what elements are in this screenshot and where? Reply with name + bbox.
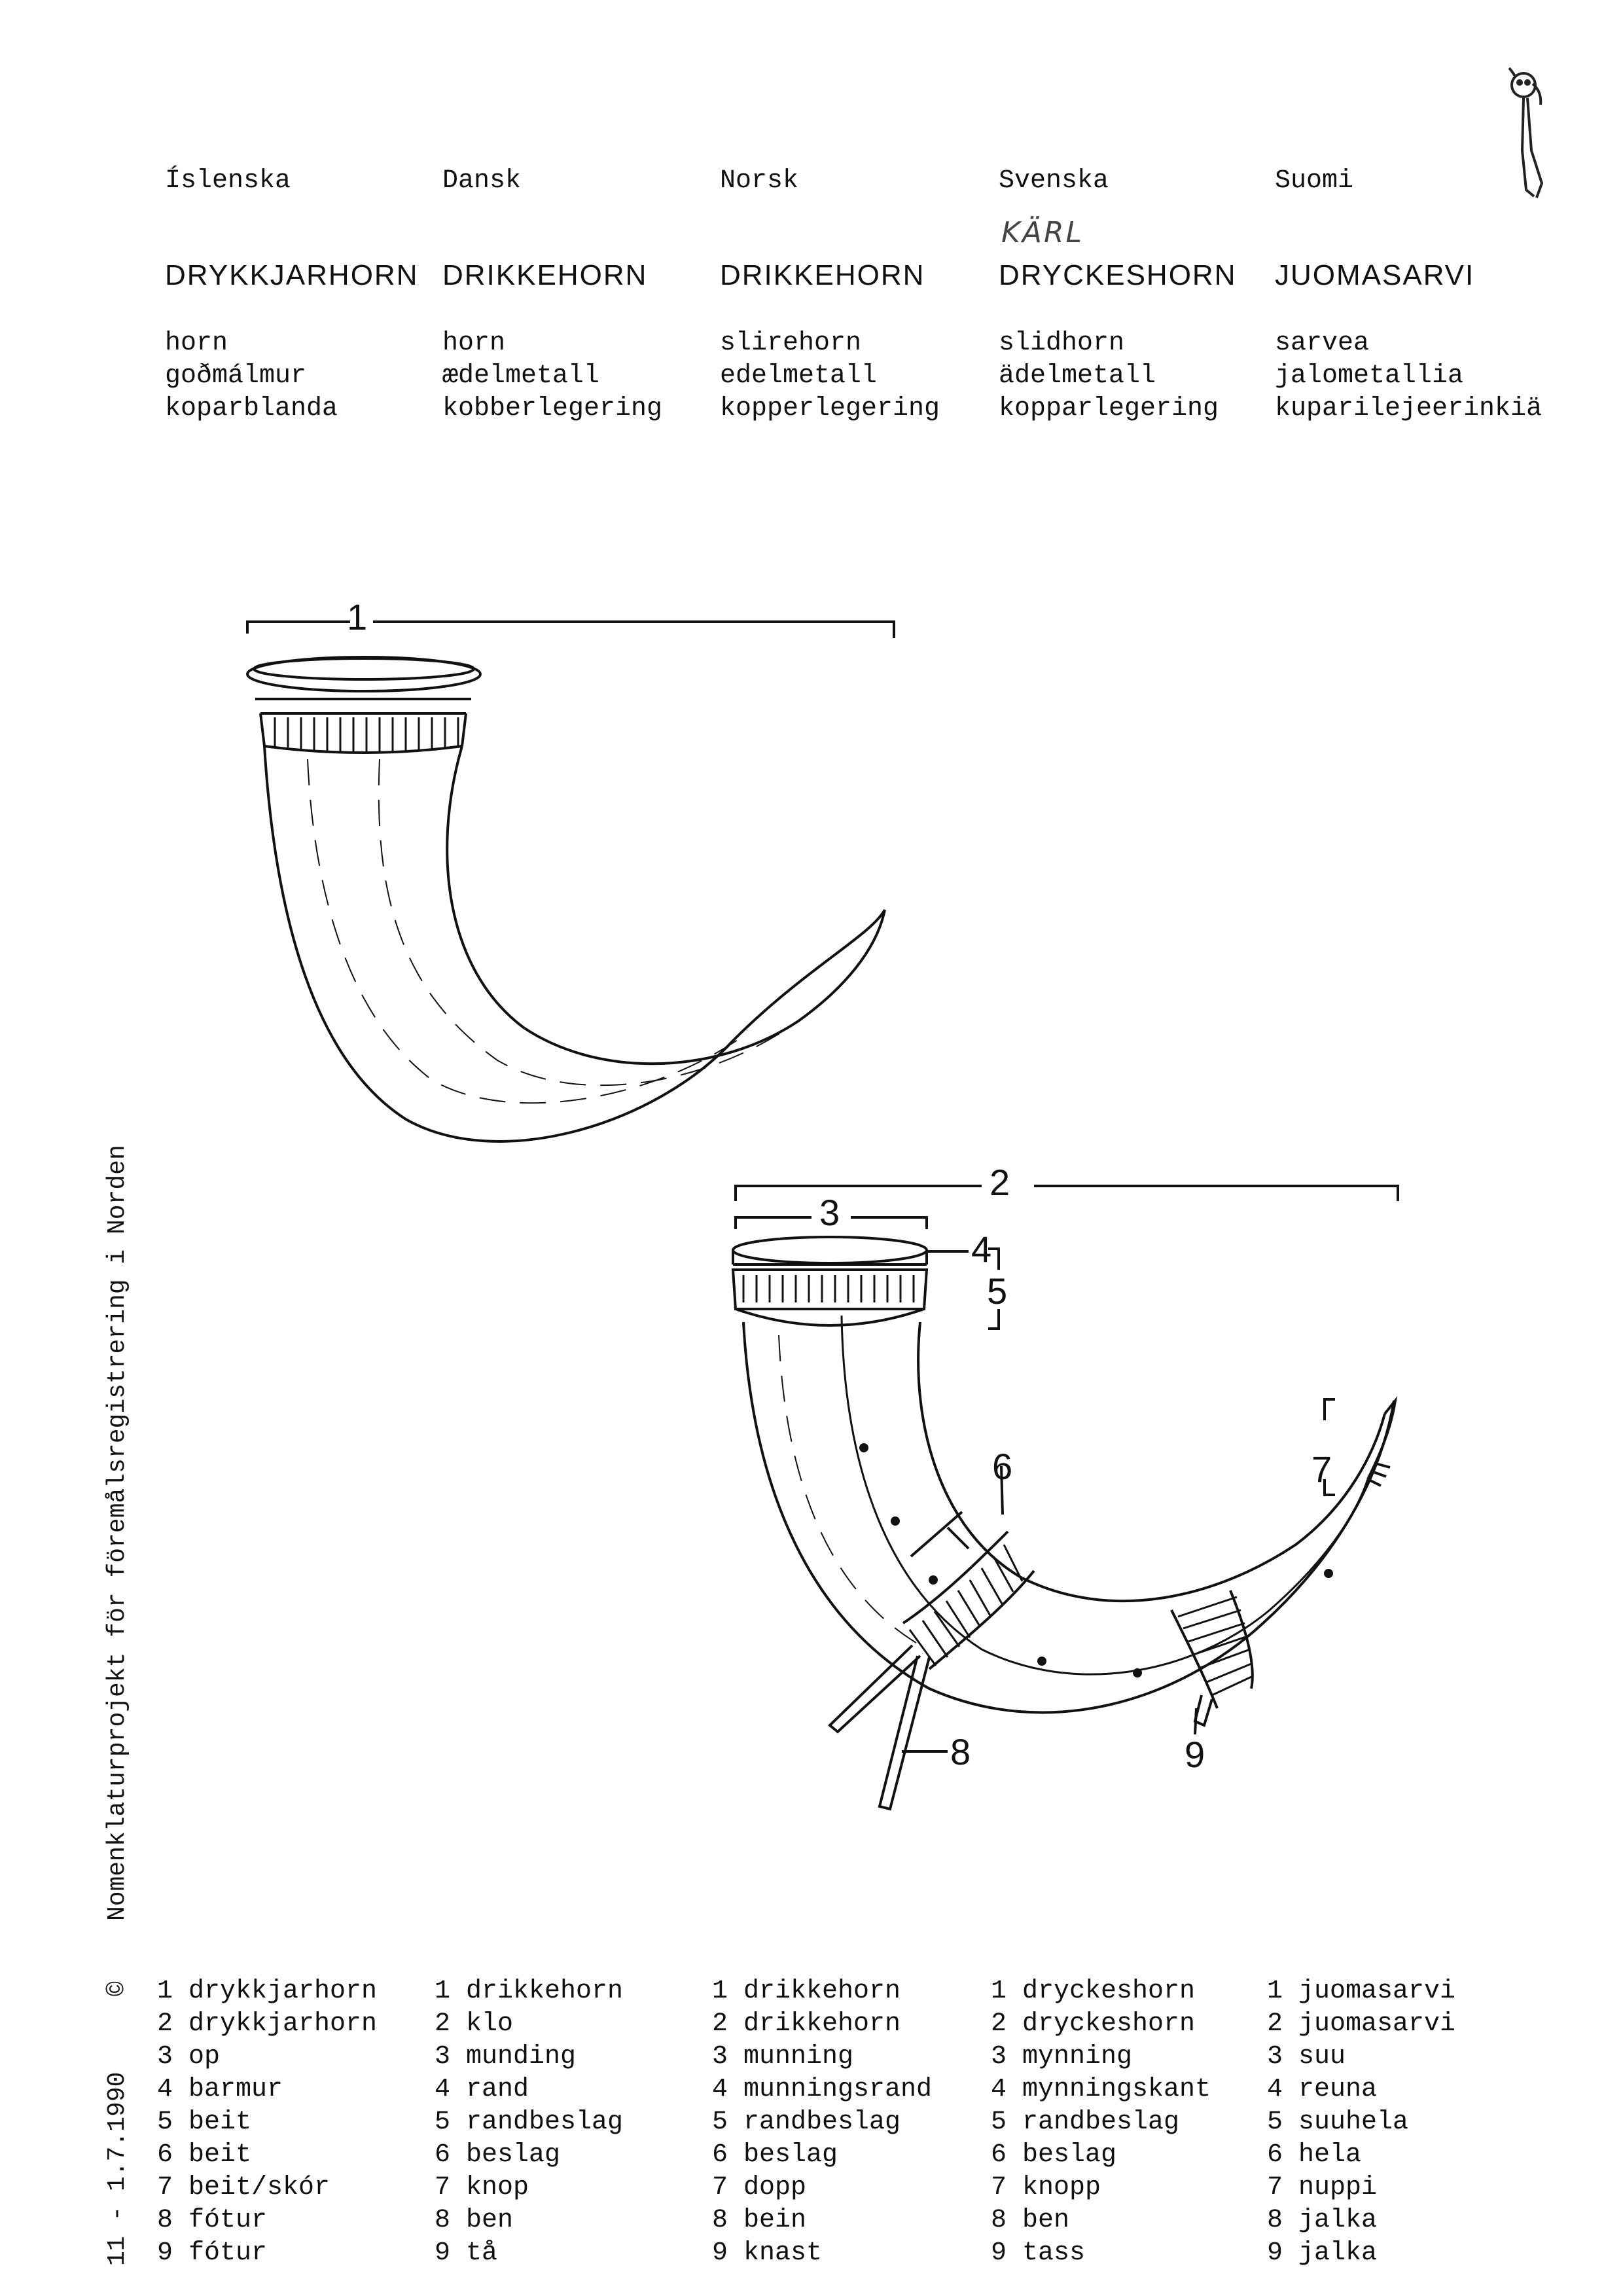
legend-number: 5 [1267,2108,1283,2137]
legend-row [1267,2106,1455,2139]
legend-number: 6 [1267,2140,1283,2170]
legend-row [991,2139,1211,2172]
legend-term: rand [466,2075,529,2104]
legend-term: drikkehorn [743,2009,901,2039]
legend-number: 4 [435,2075,451,2104]
side-caption: Nomenklaturprojekt för föremålsregistrering i Norden [103,1145,132,1921]
legend-term: beslag [743,2140,838,2170]
material-item: ädelmetall [999,361,1156,391]
legend-term: knop [466,2173,529,2202]
legend-row [712,2139,932,2172]
legend-term: munningsrand [743,2075,933,2104]
material-item: slidhorn [999,329,1125,358]
material-item: kopparlegering [999,394,1219,423]
legend-term: reuna [1298,2075,1378,2104]
legend-term: randbeslag [1022,2108,1180,2137]
copyright-mark: © [103,1981,132,1996]
legend-number: 9 [1267,2238,1283,2268]
legend-number: 5 [991,2108,1007,2137]
legend-number: 7 [157,2173,173,2202]
legend-term: dryckeshorn [1022,1977,1196,2006]
legend-term: drykkjarhorn [188,1977,378,2006]
legend-row [1267,2008,1455,2041]
legend-term: fótur [188,2238,268,2268]
legend-number: 2 [1267,2009,1283,2039]
legend-number: 6 [157,2140,173,2170]
legend-term: tå [466,2238,498,2268]
legend-column [712,1975,932,2270]
legend-number: 4 [991,2075,1007,2104]
legend-term: suuhela [1298,2108,1409,2137]
legend-row [157,2106,377,2139]
callout-7: 7 [1311,1448,1332,1490]
legend-term: beit [188,2140,252,2170]
material-item: slirehorn [720,329,862,358]
legend-number: 5 [712,2108,728,2137]
term-heading: DRIKKEHORN [442,259,648,291]
legend-number: 8 [435,2206,451,2235]
legend-number: 8 [1267,2206,1283,2235]
legend-term: munning [743,2042,854,2072]
callout-8: 8 [950,1731,971,1772]
legend-row [1267,2041,1455,2073]
materials-list [720,327,940,425]
materials-list [442,327,662,425]
legend-row [435,2237,623,2270]
legend-term: beslag [1022,2140,1117,2170]
materials-list [1275,327,1542,425]
material-item: ædelmetall [442,361,600,391]
legend-row [712,2008,932,2041]
legend-row [435,2106,623,2139]
legend-row [712,2073,932,2106]
term-heading: DRIKKEHORN [720,259,925,291]
document-code: 11 - 1.7.1990 [103,2072,132,2266]
material-item: jalometallia [1275,361,1464,391]
legend-row [1267,1975,1455,2008]
legend-number: 3 [712,2042,728,2072]
legend-row [712,2204,932,2237]
legend-term: juomasarvi [1298,2009,1456,2039]
legend-row [991,2073,1211,2106]
legend-row [712,2237,932,2270]
legend-term: beslag [466,2140,561,2170]
legend-row [991,2106,1211,2139]
material-item: kopperlegering [720,394,940,423]
legend-number: 1 [435,1977,451,2006]
material-item: horn [165,329,228,358]
legend-row [157,1975,377,2008]
material-item: goðmálmur [165,361,307,391]
legend-term: beit [188,2108,252,2137]
material-item: edelmetall [720,361,878,391]
legend-number: 9 [991,2238,1007,2268]
legend-row [157,2008,377,2041]
legend-row [157,2041,377,2073]
term-heading: DRYKKJARHORN [165,259,419,291]
language-name: Norsk [720,166,799,196]
callout-1: 1 [347,596,368,637]
legend-term: knast [743,2238,823,2268]
legend-number: 1 [157,1977,173,2006]
legend-term: randbeslag [466,2108,624,2137]
legend-term: jalka [1298,2238,1378,2268]
legend-term: tass [1022,2238,1086,2268]
legend-term: mynningskant [1022,2075,1211,2104]
material-item: koparblanda [165,394,338,423]
legend-term: drykkjarhorn [188,2009,378,2039]
legend-row [435,2139,623,2172]
legend-number: 8 [157,2206,173,2235]
legend-column [1267,1975,1455,2270]
legend-row [1267,2237,1455,2270]
legend-number: 3 [157,2042,173,2072]
material-item: sarvea [1275,329,1370,358]
legend-row [1267,2073,1455,2106]
legend-term: klo [466,2009,514,2039]
legend-number: 9 [712,2238,728,2268]
legend-row [991,2172,1211,2204]
material-item: horn [442,329,506,358]
legend-row [1267,2204,1455,2237]
legend-number: 5 [435,2108,451,2137]
legend-row [157,2237,377,2270]
term-heading: DRYCKESHORN [999,259,1237,291]
language-name: Íslenska [165,166,291,196]
legend-row [157,2204,377,2237]
legend-number: 2 [991,2009,1007,2039]
legend-number: 7 [435,2173,451,2202]
horn-1-drawing [247,622,894,1141]
legend-row [712,1975,932,2008]
legend-row [435,2041,623,2073]
legend-number: 9 [157,2238,173,2268]
callout-2: 2 [990,1162,1010,1203]
legend-number: 6 [435,2140,451,2170]
legend-term: drikkehorn [466,1977,624,2006]
legend-number: 3 [1267,2042,1283,2072]
legend-term: op [188,2042,221,2072]
legend-number: 5 [157,2108,173,2137]
mascot-figure [1509,68,1542,198]
legend-term: beit/skór [188,2173,330,2202]
legend-term: jalka [1298,2206,1378,2235]
legend-number: 6 [712,2140,728,2170]
legend-term: juomasarvi [1298,1977,1456,2006]
legend-column [991,1975,1211,2270]
legend-number: 1 [1267,1977,1283,2006]
legend-number: 8 [991,2206,1007,2235]
legend-term: bein [743,2206,807,2235]
language-name: Suomi [1275,166,1354,196]
material-item: kobberlegering [442,394,663,423]
handwritten-annotation: KÄRL [1001,216,1084,249]
callout-3: 3 [819,1192,840,1233]
legend-row [1267,2139,1455,2172]
legend-number: 3 [991,2042,1007,2072]
legend-number: 9 [435,2238,451,2268]
legend-term: randbeslag [743,2108,901,2137]
legend-row [435,2008,623,2041]
legend-term: hela [1298,2140,1362,2170]
legend-number: 4 [1267,2075,1283,2104]
callout-9: 9 [1185,1734,1205,1775]
legend-column [157,1975,377,2270]
horn-2-drawing [733,1186,1398,1809]
legend-row [157,2172,377,2204]
legend-number: 4 [712,2075,728,2104]
legend-row [991,2237,1211,2270]
language-name: Dansk [442,166,522,196]
legend-number: 2 [157,2009,173,2039]
legend-row [712,2172,932,2204]
legend-term: mynning [1022,2042,1133,2072]
legend-term: suu [1298,2042,1346,2072]
legend-column [435,1975,623,2270]
legend-number: 6 [991,2140,1007,2170]
legend-row [712,2106,932,2139]
legend-row [435,2172,623,2204]
legend-number: 7 [712,2173,728,2202]
language-name: Svenska [999,166,1109,196]
legend-number: 2 [435,2009,451,2039]
legend-number: 8 [712,2206,728,2235]
callout-6: 6 [992,1446,1013,1487]
callout-5: 5 [987,1270,1008,1312]
legend-row [712,2041,932,2073]
materials-list [999,327,1219,425]
legend-row [991,1975,1211,2008]
legend-row [157,2073,377,2106]
legend-row [991,2204,1211,2237]
legend-number: 7 [1267,2173,1283,2202]
materials-list [165,327,338,425]
legend-term: munding [466,2042,577,2072]
legend-term: dopp [743,2173,807,2202]
legend-number: 1 [712,1977,728,2006]
legend-term: knopp [1022,2173,1101,2202]
legend-row [991,2041,1211,2073]
legend-term: dryckeshorn [1022,2009,1196,2039]
legend-row [1267,2172,1455,2204]
legend-term: barmur [188,2075,283,2104]
legend-number: 7 [991,2173,1007,2202]
legend-term: ben [466,2206,514,2235]
legend-row [435,2073,623,2106]
legend-row [435,2204,623,2237]
legend-term: fótur [188,2206,268,2235]
legend-row [991,2008,1211,2041]
legend-number: 4 [157,2075,173,2104]
legend-number: 2 [712,2009,728,2039]
legend-term: drikkehorn [743,1977,901,2006]
term-heading: JUOMASARVI [1275,259,1475,291]
legend-row [435,1975,623,2008]
legend-row [157,2139,377,2172]
material-item: kuparilejeerinkiä [1275,394,1543,423]
legend-term: ben [1022,2206,1070,2235]
legend-number: 1 [991,1977,1007,2006]
legend-number: 3 [435,2042,451,2072]
legend-term: nuppi [1298,2173,1378,2202]
callout-4: 4 [971,1229,992,1270]
